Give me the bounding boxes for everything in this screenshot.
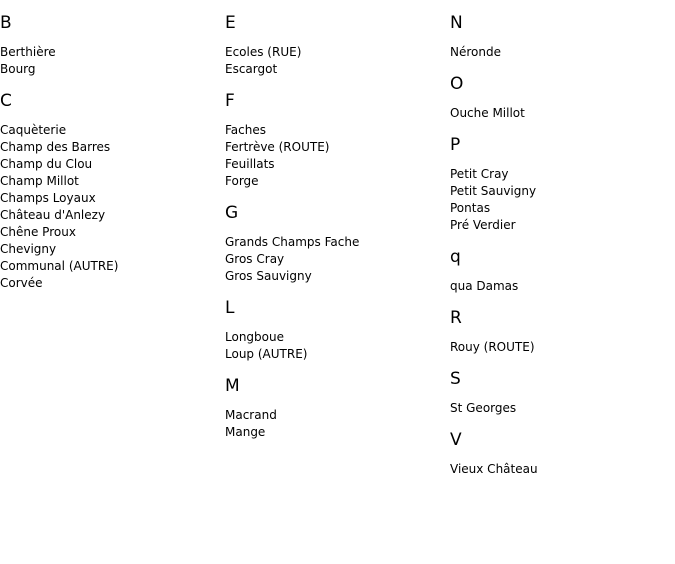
letter-group-p xyxy=(450,135,675,234)
place-link[interactable]: Champ des Barres xyxy=(0,140,111,154)
letter-group-l xyxy=(225,298,450,363)
letter-heading: N xyxy=(450,13,464,33)
place-link[interactable]: Caquèterie xyxy=(0,123,67,137)
entry-list xyxy=(0,44,225,78)
entry-list xyxy=(225,44,450,78)
place-link[interactable]: Longboue xyxy=(225,330,284,344)
place-link[interactable]: Ouche Millot xyxy=(450,106,525,120)
letter-heading: O xyxy=(450,74,464,94)
place-link[interactable]: St Georges xyxy=(450,401,517,415)
letter-heading: q xyxy=(450,247,462,267)
entry-list xyxy=(450,400,675,417)
place-link[interactable]: Loup (AUTRE) xyxy=(225,347,308,361)
letter-heading: B xyxy=(0,13,13,33)
letter-heading: E xyxy=(225,13,237,33)
letter-group-o xyxy=(450,74,675,122)
place-link[interactable]: Feuillats xyxy=(225,157,275,171)
place-link[interactable]: Chevigny xyxy=(0,242,57,256)
entry-list xyxy=(225,234,450,285)
place-link[interactable]: Rouy (ROUTE) xyxy=(450,340,535,354)
place-link[interactable]: qua Damas xyxy=(450,279,519,293)
entry-list xyxy=(225,122,450,190)
letter-group-c xyxy=(0,91,225,292)
place-link[interactable]: Macrand xyxy=(225,408,277,422)
letter-heading: V xyxy=(450,430,463,450)
index-column-3 xyxy=(450,0,675,478)
place-link[interactable]: Vieux Château xyxy=(450,462,538,476)
entry-list xyxy=(225,407,450,441)
index-column-2 xyxy=(225,0,450,441)
place-link[interactable]: Gros Sauvigny xyxy=(225,269,312,283)
place-link[interactable]: Néronde xyxy=(450,45,501,59)
entry-list xyxy=(450,166,675,234)
place-link[interactable]: Escargot xyxy=(225,62,278,76)
place-link[interactable]: Petit Sauvigny xyxy=(450,184,537,198)
letter-group-g xyxy=(225,203,450,285)
place-link[interactable]: Fertrève (ROUTE) xyxy=(225,140,330,154)
letter-group-v xyxy=(450,430,675,478)
entry-list xyxy=(450,339,675,356)
letter-group-b xyxy=(0,13,225,78)
letter-heading: M xyxy=(225,376,241,396)
place-link[interactable]: Gros Cray xyxy=(225,252,285,266)
entry-list xyxy=(450,105,675,122)
place-link[interactable]: Champ du Clou xyxy=(0,157,93,171)
place-link[interactable]: Forge xyxy=(225,174,259,188)
place-link[interactable]: Bourg xyxy=(0,62,36,76)
letter-group-n xyxy=(450,13,675,61)
place-link[interactable]: Faches xyxy=(225,123,266,137)
letter-group-e xyxy=(225,13,450,78)
place-link[interactable]: Petit Cray xyxy=(450,167,509,181)
entry-list xyxy=(225,329,450,363)
letter-heading: S xyxy=(450,369,462,389)
letter-heading: C xyxy=(0,91,13,111)
letter-heading: L xyxy=(225,298,235,318)
place-link[interactable]: Berthière xyxy=(0,45,56,59)
letter-heading: R xyxy=(450,308,463,328)
letter-heading: F xyxy=(225,91,236,111)
place-link[interactable]: Communal (AUTRE) xyxy=(0,259,119,273)
place-link[interactable]: Chêne Proux xyxy=(0,225,76,239)
place-link[interactable]: Pré Verdier xyxy=(450,218,516,232)
place-link[interactable]: Champ Millot xyxy=(0,174,79,188)
letter-group-m xyxy=(225,376,450,441)
place-link[interactable]: Corvée xyxy=(0,276,43,290)
place-link[interactable]: Château d'Anlezy xyxy=(0,208,106,222)
place-link[interactable]: Mange xyxy=(225,425,266,439)
letter-group-q xyxy=(450,247,675,295)
letter-group-f xyxy=(225,91,450,190)
place-link[interactable]: Champs Loyaux xyxy=(0,191,96,205)
letter-group-s xyxy=(450,369,675,417)
place-link[interactable]: Grands Champs Fache xyxy=(225,235,360,249)
letter-heading: G xyxy=(225,203,239,223)
letter-group-r xyxy=(450,308,675,356)
entry-list xyxy=(450,461,675,478)
place-link[interactable]: Pontas xyxy=(450,201,491,215)
entry-list xyxy=(450,44,675,61)
letter-heading: P xyxy=(450,135,461,155)
index-column-1 xyxy=(0,0,225,292)
place-link[interactable]: Ecoles (RUE) xyxy=(225,45,302,59)
entry-list xyxy=(450,278,675,295)
entry-list xyxy=(0,122,225,292)
